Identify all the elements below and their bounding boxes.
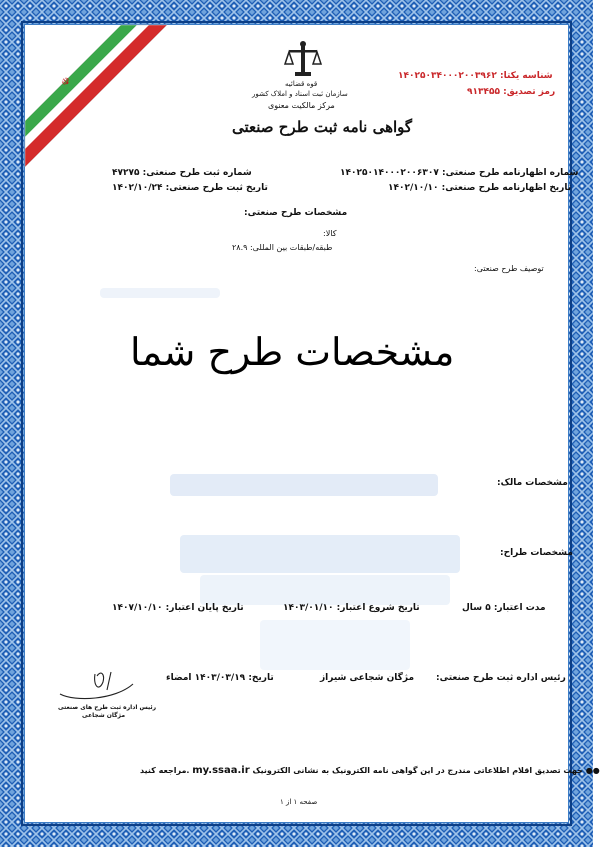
unique-id-row <box>398 71 553 81</box>
owner-label: مشخصات مالک: <box>497 478 568 488</box>
registration-number-value: ۴۷۲۷۵ <box>112 168 140 178</box>
declaration-number-value: ۱۴۰۲۵۰۱۴۰۰۰۲۰۰۶۳۰۷ <box>340 168 439 178</box>
designer-label: مشخصات طراح: <box>500 548 573 558</box>
declaration-number-label: شماره اظهارنامه طرح صنعتی: <box>442 168 579 178</box>
declaration-date-value: ۱۴۰۲/۱۰/۱۰ <box>388 183 439 193</box>
class-label: طبقه/طبقات بین المللی: <box>249 243 333 252</box>
registration-date-row <box>112 183 268 193</box>
signature-caption-name: مژگان شجاعی <box>82 712 126 719</box>
bullet-icon: ●● <box>585 766 600 775</box>
footer-note-end: مراجعه کنید. <box>140 766 190 775</box>
judiciary-scales-emblem <box>283 40 323 80</box>
registration-number-row <box>112 168 252 178</box>
registration-number-label: شماره ثبت طرح صنعتی: <box>142 168 252 178</box>
class-value: ۲۸.۹ <box>232 243 248 252</box>
registration-date-label: تاریخ ثبت طرح صنعتی: <box>165 183 268 193</box>
goods-label: کالا: <box>323 229 337 238</box>
validity-start-row <box>283 603 420 613</box>
blurred-designer-detail <box>200 575 450 605</box>
sign-date-value: ۱۴۰۳/۰۳/۱۹ <box>194 673 246 683</box>
blurred-owner <box>170 474 438 496</box>
head-name: مژگان شجاعی شیراز <box>320 673 415 683</box>
unique-id-value: ۱۴۰۲۵۰۳۴۰۰۰۲۰۰۳۹۶۲ <box>398 71 497 81</box>
validity-end-value: ۱۴۰۷/۱۰/۱۰ <box>112 603 163 613</box>
signature-caption-title: رئیس اداره ثبت طرح های صنعتی <box>58 704 157 711</box>
registration-date-value: ۱۴۰۲/۱۰/۲۴ <box>112 183 163 193</box>
unique-id-label: شناسه یکتا: <box>500 71 553 81</box>
validity-period-row <box>462 603 546 613</box>
svg-text:☫: ☫ <box>59 75 74 90</box>
design-specs-heading: مشخصات طرح صنعتی: <box>244 208 348 218</box>
blurred-region <box>100 288 220 298</box>
blurred-designer <box>180 535 460 573</box>
validity-period-label: مدت اعتبار: <box>493 603 546 613</box>
verify-code-value: ۹۱۳۴۵۵ <box>467 87 500 97</box>
signature-mark <box>55 664 140 704</box>
validity-start-value: ۱۴۰۳/۰۱/۱۰ <box>283 603 334 613</box>
blurred-seal <box>260 620 410 670</box>
page-number: صفحه ۱ از ۱ <box>280 798 318 806</box>
description-label: توصیف طرح صنعتی: <box>474 264 544 273</box>
validity-end-label: تاریخ پایان اعتبار: <box>165 603 244 613</box>
certificate-title: گواهی نامه ثبت طرح صنعتی <box>232 118 413 136</box>
declaration-number-row <box>340 168 578 178</box>
sign-date-label: تاریخ: <box>248 673 274 683</box>
footer-site-link[interactable]: my.ssaa.ir <box>192 765 250 776</box>
footer-note-start: جهت تصدیق اقلام اطلاعاتی مندرج در این گواهی نامه الکترونیک به نشانی الکترونیک <box>252 766 583 775</box>
verify-code-label: رمز تصدیق: <box>503 87 556 97</box>
organization-name: سازمان ثبت اسناد و املاک کشور <box>252 90 348 98</box>
head-label: رئیس اداره ثبت طرح صنعتی: <box>436 673 566 683</box>
design-placeholder-text: مشخصات طرح شما <box>130 330 455 374</box>
validity-end-row <box>112 603 244 613</box>
sign-label: امضاء <box>166 673 192 683</box>
footer-note <box>140 765 600 776</box>
class-row <box>232 243 332 252</box>
verify-code-row <box>467 87 555 97</box>
judiciary-name: قوه قضائیه <box>285 80 318 88</box>
flag-ribbon <box>25 25 175 175</box>
center-name: مرکز مالکیت معنوی <box>268 101 335 110</box>
validity-period-value: ۵ سال <box>462 603 491 613</box>
validity-start-label: تاریخ شروع اعتبار: <box>336 603 420 613</box>
declaration-date-label: تاریخ اظهارنامه طرح صنعتی: <box>441 183 572 193</box>
declaration-date-row <box>388 183 571 193</box>
sign-date-row <box>166 673 274 683</box>
